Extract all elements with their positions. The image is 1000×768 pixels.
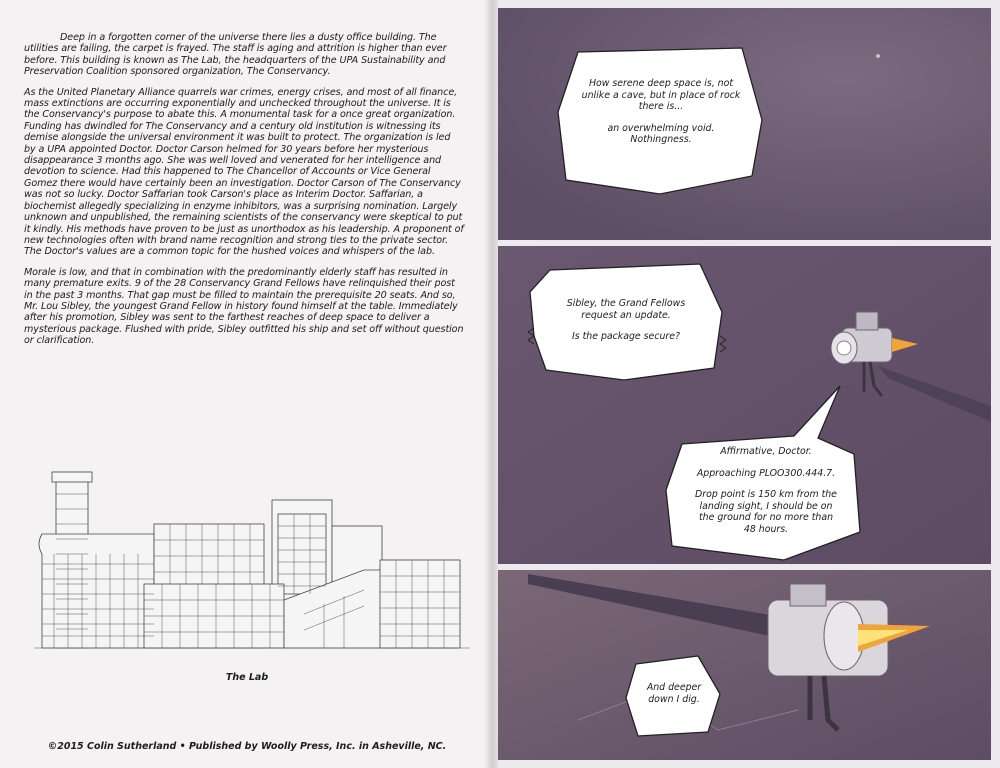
- bubble-line: How serene deep space is, not: [588, 78, 734, 89]
- copyright-footer: ©2015 Colin Sutherland • Published by Woolly Press, Inc. in Asheville, NC.: [47, 741, 447, 752]
- bubble-line: request an update.: [581, 309, 671, 321]
- bubble-line: Is the package secure?: [571, 331, 681, 342]
- left-page: [0, 0, 494, 768]
- bubble-line: Sibley, the Grand Fellows: [566, 298, 686, 309]
- comic-panel-3: [498, 570, 991, 760]
- distant-star: [876, 54, 880, 58]
- speech-bubble-3: [628, 682, 720, 705]
- paragraph-1: Deep in a forgotten corner of the universe there lies a dusty office building. The utilities are failing, the carpet is frayed. The staff is aging and attrition is higher than ever before. This building is known as The Lab, the headquarters of the UPA Sustainability and Preservation Coalition sponsored organization, The Conservancy.: [24, 32, 447, 78]
- lab-building-illustration: [34, 464, 474, 664]
- bubble-line: the ground for no more than: [698, 512, 834, 523]
- bubble-line: there is...: [638, 101, 684, 112]
- page-gutter: [484, 0, 498, 768]
- bubble-line: 48 hours.: [743, 523, 789, 535]
- speech-bubble-1: [568, 78, 754, 146]
- bubble-line: Drop point is 150 km from the: [695, 489, 837, 500]
- speech-bubble-2a: [542, 298, 710, 343]
- paragraph-3: Morale is low, and that in combination with the predominantly elderly staff has resulted in many premature exits. 9 of the 28 Conservancy Grand Fellows have relinquished their post in the past 3 months. That gap must be filled to maintain the prerequisite 20 seats. And so, Mr. Lou Sibley, the youngest Grand Fellow in history found himself at the table. Immediately after his promotion, Sibley was sent to the farthest reaches of deep space to deliver a mysterious package. Flushed with pride, Sibley outfitted his ship and set off without question or clarification.: [24, 266, 464, 347]
- bubble-line: unlike a cave, but in place of rock: [581, 89, 741, 101]
- story-text: [24, 32, 464, 356]
- bubble-line: down I dig.: [648, 693, 700, 705]
- comic-panel-2: [498, 246, 991, 564]
- bubble-line: Nothingness.: [630, 134, 692, 145]
- comic-panel-1: [498, 8, 991, 240]
- paragraph-2: As the United Planetary Alliance quarrels war crimes, energy crises, and most of all finance, mass extinctions are occurring exponentially and unchecked throughout the universe. It is the Conservancy's purpose to abate this. A monumental task for a once great organization. Funding has dwindled for The Conservancy and a century old institution is witnessing its demise alongside the universal environment it was built to protect. The organization is led by a UPA appointed Doctor. Doctor Carson helmed for 30 years before her mysterious disappearance 3 months ago. She was well loved and venerated for her intelligence and devotion to science. Had this happened to The Chancellor of Accounts or Vice General Gomez there would have certainly been an investigation. Doctor Carson of The Conservancy was not so lucky. Doctor Saffarian took Carson's place as Interim Doctor. Saffarian, a biochemist allegedly specializing in enzyme inhibitors, was a surprising nomination. Largely unknown and unpublished, the remaining scientists of the conservancy were skeptical to put it kindly. His methods have proven to be just as unorthodox as his leadership. A proponent of new technologies often with brand name recognition and strong ties to the private sector. The Doctor's values are a common topic for the hushed voices and whispers of the lab.: [24, 86, 464, 258]
- speech-bubble-2b: [674, 446, 858, 535]
- bubble-line: And deeper: [646, 682, 702, 693]
- bubble-line: landing sight, I should be on: [699, 500, 833, 512]
- bubble-line: Approaching PLOO300.444.7.: [696, 467, 836, 479]
- space-background: [498, 570, 991, 760]
- illustration-caption: The Lab: [225, 672, 269, 683]
- bubble-line: an overwhelming void.: [607, 122, 715, 134]
- bubble-line: Affirmative, Doctor.: [720, 446, 812, 457]
